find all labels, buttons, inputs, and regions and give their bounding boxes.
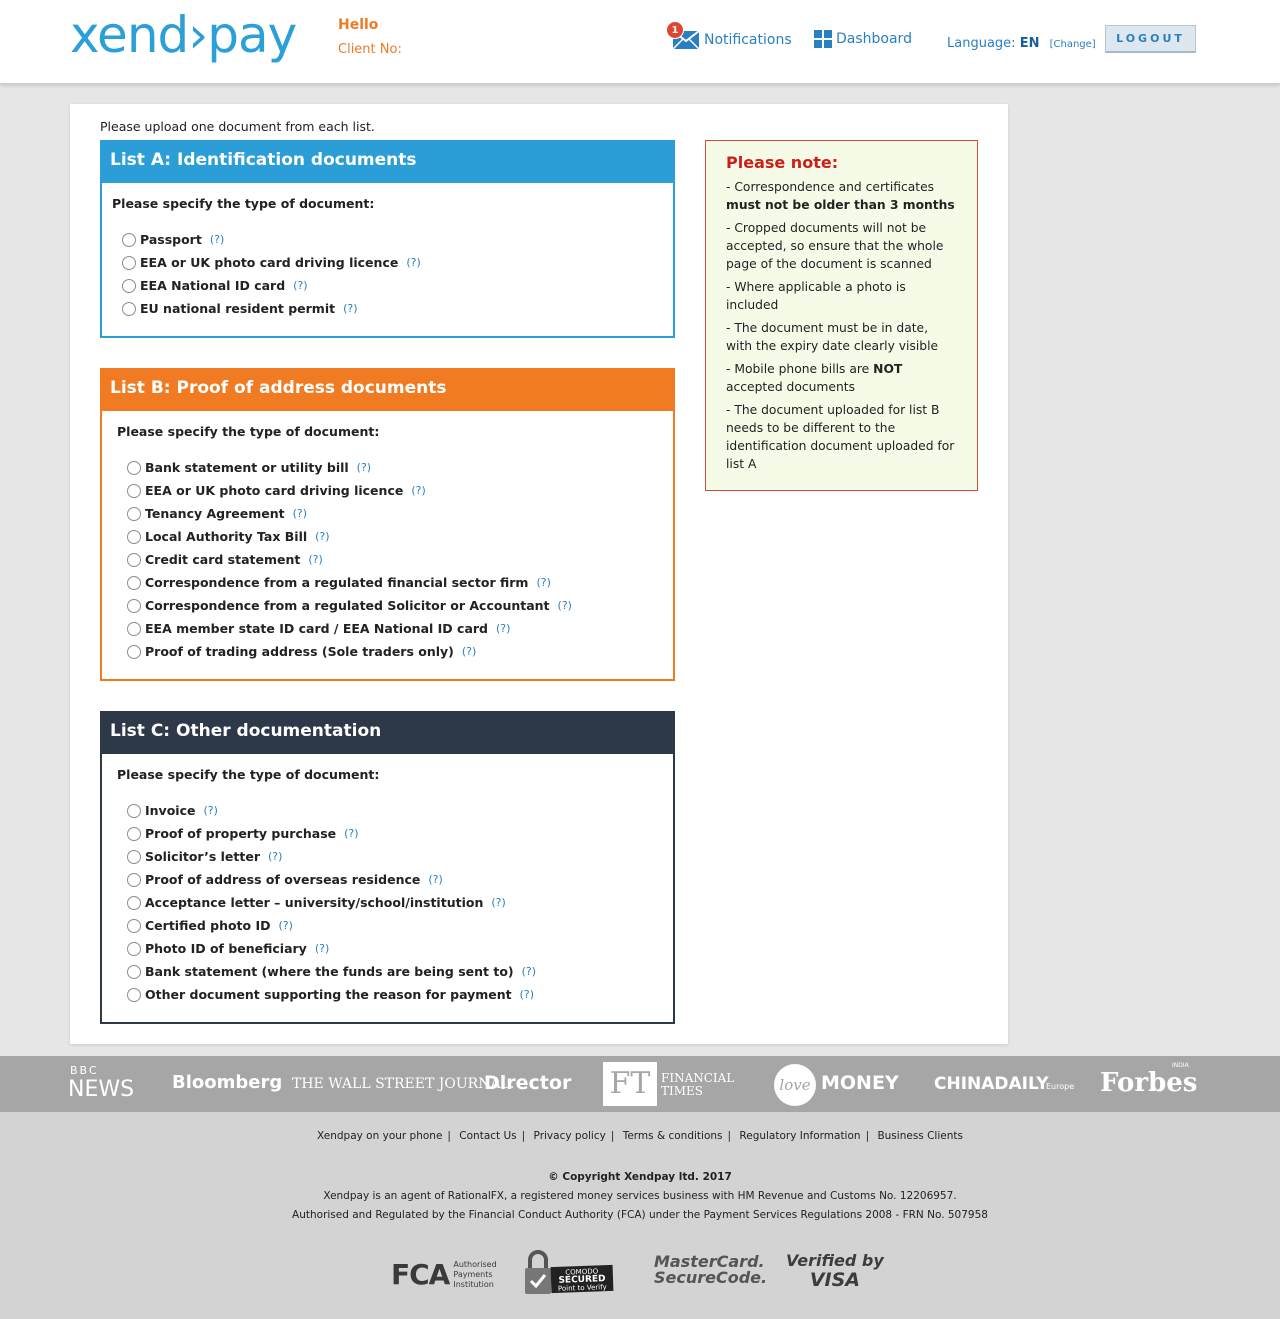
document-type-option[interactable]	[117, 822, 673, 845]
help-link[interactable]: (?)	[293, 279, 308, 292]
document-type-label: EEA or UK photo card driving licence	[145, 483, 404, 498]
document-type-label: EU national resident permit	[140, 301, 336, 316]
ft-line-1: FINANCIAL	[661, 1071, 735, 1085]
help-link[interactable]: (?)	[344, 827, 359, 840]
document-type-option[interactable]	[112, 251, 673, 274]
document-type-radio[interactable]	[127, 988, 141, 1002]
language-selector	[947, 36, 1096, 51]
comodo-verify-text: Point to Verify	[557, 1283, 607, 1293]
document-type-radio[interactable]	[122, 279, 136, 293]
document-type-option[interactable]	[117, 799, 673, 822]
footer-link-privacy[interactable]: Privacy policy	[533, 1130, 606, 1142]
fca-caption-1: Authorised	[453, 1259, 497, 1269]
list-a-panel	[100, 140, 675, 338]
chinadaily-europe-label: Europe	[1046, 1082, 1075, 1091]
comodo-secured-badge[interactable]	[523, 1248, 615, 1300]
list-c-title: List C: Other documentation	[102, 713, 673, 754]
document-type-option[interactable]	[117, 983, 673, 1006]
document-type-label: Proof of trading address (Sole traders only)	[145, 644, 454, 659]
list-c-body	[102, 767, 673, 1006]
logo-arrow: ›	[188, 6, 208, 64]
document-type-label: Tenancy Agreement	[145, 506, 285, 521]
comodo-text: COMODO	[565, 1267, 599, 1277]
please-note-box	[705, 140, 978, 491]
bbc-logo: BBC	[70, 1064, 99, 1077]
bloomberg-logo: Bloomberg	[172, 1072, 283, 1093]
bbc-news-logo: NEWS	[68, 1077, 135, 1102]
forbes-india-label: INDIA	[1172, 1062, 1189, 1069]
list-c-options	[117, 799, 673, 1006]
document-type-radio[interactable]	[127, 553, 141, 567]
regulation-statement: Authorised and Regulated by the Financial Conduct Authority (FCA) under the Payment Services Regulations 2008 - FRN No. 507958	[292, 1209, 988, 1221]
greeting: Hello	[338, 17, 379, 33]
copyright: © Copyright Xendpay ltd. 2017	[548, 1171, 732, 1183]
help-link[interactable]: (?)	[356, 461, 372, 474]
document-type-radio[interactable]	[127, 850, 141, 864]
envelope-icon	[671, 25, 700, 50]
note-item-different: - The document uploaded for list B needs to be different to the identification document uploaded for list A	[726, 403, 955, 471]
document-type-label: Bank statement (where the funds are being sent to)	[145, 964, 514, 979]
note-item-age-text: - Correspondence and certificates	[726, 180, 935, 194]
help-link[interactable]: (?)	[521, 965, 537, 978]
list-b-panel	[100, 368, 675, 681]
document-type-option[interactable]	[117, 594, 673, 617]
comodo-secured-label	[551, 1265, 614, 1293]
dashboard-icon	[814, 30, 832, 48]
document-type-option[interactable]	[117, 502, 673, 525]
footer	[0, 1112, 1280, 1319]
verified-by-visa-badge	[786, 1252, 884, 1290]
help-link[interactable]: (?)	[292, 507, 308, 520]
document-type-option[interactable]	[117, 640, 673, 663]
chinadaily-logo: CHINADAILY	[934, 1074, 1049, 1094]
document-type-radio[interactable]	[122, 302, 136, 316]
document-type-radio[interactable]	[127, 622, 141, 636]
mastercard-text: MasterCard.	[654, 1252, 765, 1271]
document-type-label: Credit card statement	[145, 552, 301, 567]
document-type-radio[interactable]	[122, 233, 136, 247]
forbes-logo: Forbes	[1100, 1068, 1198, 1098]
document-type-option[interactable]	[112, 274, 673, 297]
footer-separator: |	[447, 1130, 451, 1142]
list-c-specify-label: Please specify the type of document:	[117, 767, 380, 782]
note-item-mobile-bold: NOT	[873, 362, 903, 376]
language-value: EN	[1019, 36, 1040, 51]
document-type-radio[interactable]	[127, 873, 141, 887]
document-type-option[interactable]	[117, 868, 673, 891]
footer-link-terms[interactable]: Terms & conditions	[622, 1130, 723, 1142]
help-link[interactable]: (?)	[536, 576, 551, 589]
document-type-label: EEA member state ID card / EEA National ID card	[145, 621, 488, 636]
footer-link-business[interactable]: Business Clients	[877, 1130, 963, 1142]
note-item-cropped: - Cropped documents will not be accepted, so ensure that the whole page of the document is scanned	[726, 221, 944, 271]
visa-text: VISA	[809, 1269, 860, 1291]
document-type-radio[interactable]	[127, 804, 141, 818]
agent-statement: Xendpay is an agent of RationalFX, a registered money services business with HM Revenue and Customs No. 12206957.	[323, 1190, 957, 1202]
ft-line-2: TIMES	[661, 1084, 704, 1098]
xendpay-logo[interactable]	[70, 6, 296, 64]
document-type-option[interactable]	[117, 617, 673, 640]
header	[0, 0, 1280, 84]
notifications-label: Notifications	[704, 32, 792, 48]
wsj-logo: THE WALL STREET JOURNAL.	[292, 1076, 515, 1092]
help-link[interactable]: (?)	[314, 942, 330, 955]
document-type-label: Acceptance letter – university/school/institution	[145, 895, 484, 910]
document-type-radio[interactable]	[127, 507, 141, 521]
document-type-radio[interactable]	[127, 461, 141, 475]
language-change-link[interactable]: [Change]	[1049, 39, 1096, 50]
money-logo-text: MONEY	[821, 1072, 899, 1094]
logo-text-left: xend	[70, 6, 189, 64]
fca-badge-caption	[453, 1260, 496, 1290]
logout-button[interactable]: LOGOUT	[1105, 25, 1196, 53]
list-b-title: List B: Proof of address documents	[102, 370, 673, 411]
director-logo: Director	[484, 1072, 572, 1094]
help-link[interactable]: (?)	[411, 484, 426, 497]
document-type-option[interactable]	[117, 571, 673, 594]
dashboard-link[interactable]	[814, 30, 912, 48]
help-link[interactable]: (?)	[406, 256, 421, 269]
footer-links	[0, 1130, 1280, 1142]
help-link[interactable]: (?)	[343, 302, 358, 315]
document-upload-panel	[70, 104, 1008, 1044]
document-type-label: Correspondence from a regulated financial sector firm	[145, 575, 529, 590]
help-link[interactable]: (?)	[496, 622, 511, 635]
document-type-option[interactable]	[117, 960, 673, 983]
document-type-option[interactable]	[117, 891, 673, 914]
document-type-label: Correspondence from a regulated Solicitor or Accountant	[145, 598, 550, 613]
fca-badge	[391, 1258, 497, 1291]
help-link[interactable]: (?)	[519, 988, 535, 1001]
document-type-label: Passport	[140, 232, 202, 247]
footer-link-phone[interactable]: Xendpay on your phone	[317, 1130, 443, 1142]
document-type-option[interactable]	[112, 297, 673, 320]
document-type-radio[interactable]	[122, 256, 136, 270]
document-type-radio[interactable]	[127, 896, 141, 910]
document-type-radio[interactable]	[127, 530, 141, 544]
footer-separator: |	[521, 1130, 526, 1142]
document-type-radio[interactable]	[127, 645, 141, 659]
fca-badge-text: FCA	[391, 1258, 450, 1291]
document-type-option[interactable]	[117, 845, 673, 868]
help-link[interactable]: (?)	[278, 919, 293, 932]
notification-count-badge: 1	[666, 21, 684, 39]
document-type-label: Photo ID of beneficiary	[145, 941, 307, 956]
mastercard-securecode-badge	[654, 1254, 767, 1286]
help-link[interactable]: (?)	[461, 645, 477, 658]
fca-caption-2: Payments	[453, 1269, 493, 1279]
document-type-radio[interactable]	[127, 484, 141, 498]
document-type-radio[interactable]	[127, 919, 141, 933]
document-type-option[interactable]	[117, 456, 673, 479]
document-type-radio[interactable]	[127, 965, 141, 979]
document-type-option[interactable]	[117, 479, 673, 502]
list-b-options	[117, 456, 673, 663]
note-item-expiry: - The document must be in date, with the expiry date clearly visible	[726, 321, 939, 353]
note-item-mobile-text-end: accepted documents	[726, 380, 855, 394]
document-type-radio[interactable]	[127, 827, 141, 841]
footer-separator: |	[610, 1130, 615, 1142]
document-type-option[interactable]	[117, 914, 673, 937]
help-link[interactable]: (?)	[315, 530, 330, 543]
help-link[interactable]: (?)	[557, 599, 572, 612]
note-item-mobile	[726, 360, 957, 396]
note-item-photo: - Where applicable a photo is included	[726, 280, 906, 312]
client-number-label: Client No:	[338, 42, 402, 57]
list-a-body	[102, 196, 673, 320]
press-logos-strip	[0, 1056, 1280, 1112]
language-label: Language:	[947, 36, 1016, 51]
verified-by-text: Verified by	[786, 1251, 884, 1270]
list-b-specify-label: Please specify the type of document:	[117, 424, 380, 439]
note-title: Please note:	[726, 153, 839, 172]
help-link[interactable]: (?)	[308, 553, 323, 566]
help-link[interactable]: (?)	[203, 804, 218, 817]
document-type-radio[interactable]	[127, 576, 141, 590]
document-type-radio[interactable]	[127, 942, 141, 956]
love-money-logo: love	[774, 1064, 816, 1106]
note-item-mobile-text: - Mobile phone bills are	[726, 362, 874, 376]
document-type-label: Invoice	[145, 803, 196, 818]
document-type-option[interactable]	[117, 548, 673, 571]
list-a-title: List A: Identification documents	[102, 142, 673, 183]
dashboard-label: Dashboard	[836, 31, 912, 47]
list-c-panel	[100, 711, 675, 1024]
fca-caption-3: Institution	[453, 1279, 494, 1289]
document-type-option[interactable]	[112, 228, 673, 251]
list-a-specify-label: Please specify the type of document:	[112, 196, 375, 211]
comodo-secured-text: SECURED	[558, 1274, 606, 1286]
help-link[interactable]: (?)	[268, 850, 283, 863]
document-type-label: Solicitor’s letter	[145, 849, 261, 864]
document-type-label: Certified photo ID	[145, 918, 271, 933]
document-type-label: Other document supporting the reason for payment	[145, 987, 512, 1002]
list-a-options	[112, 228, 673, 320]
notifications-link[interactable]	[671, 25, 792, 50]
document-type-label: Proof of property purchase	[145, 826, 337, 841]
document-type-label: EEA or UK photo card driving licence	[140, 255, 399, 270]
footer-link-contact[interactable]: Contact Us	[459, 1130, 517, 1142]
note-item-age-bold: must not be older than 3 months	[726, 198, 955, 212]
list-b-body	[102, 424, 673, 663]
help-link[interactable]: (?)	[491, 896, 506, 909]
document-type-option[interactable]	[117, 937, 673, 960]
document-type-radio[interactable]	[127, 599, 141, 613]
help-link[interactable]: (?)	[428, 873, 443, 886]
note-item-age	[726, 178, 957, 214]
document-type-label: Bank statement or utility bill	[145, 460, 349, 475]
footer-separator: |	[727, 1130, 732, 1142]
document-type-option[interactable]	[117, 525, 673, 548]
document-type-label: Proof of address of overseas residence	[145, 872, 421, 887]
upload-instructions: Please upload one document from each list.	[100, 119, 375, 134]
footer-separator: |	[865, 1130, 870, 1142]
securecode-text: SecureCode.	[654, 1268, 768, 1287]
logo-text-right: pay	[207, 6, 297, 64]
help-link[interactable]: (?)	[209, 233, 225, 246]
ft-logo: FT	[603, 1062, 657, 1106]
padlock-icon	[523, 1248, 553, 1296]
document-type-label: Local Authority Tax Bill	[145, 529, 308, 544]
document-type-label: EEA National ID card	[140, 278, 286, 293]
footer-link-regulatory[interactable]: Regulatory Information	[739, 1130, 861, 1142]
